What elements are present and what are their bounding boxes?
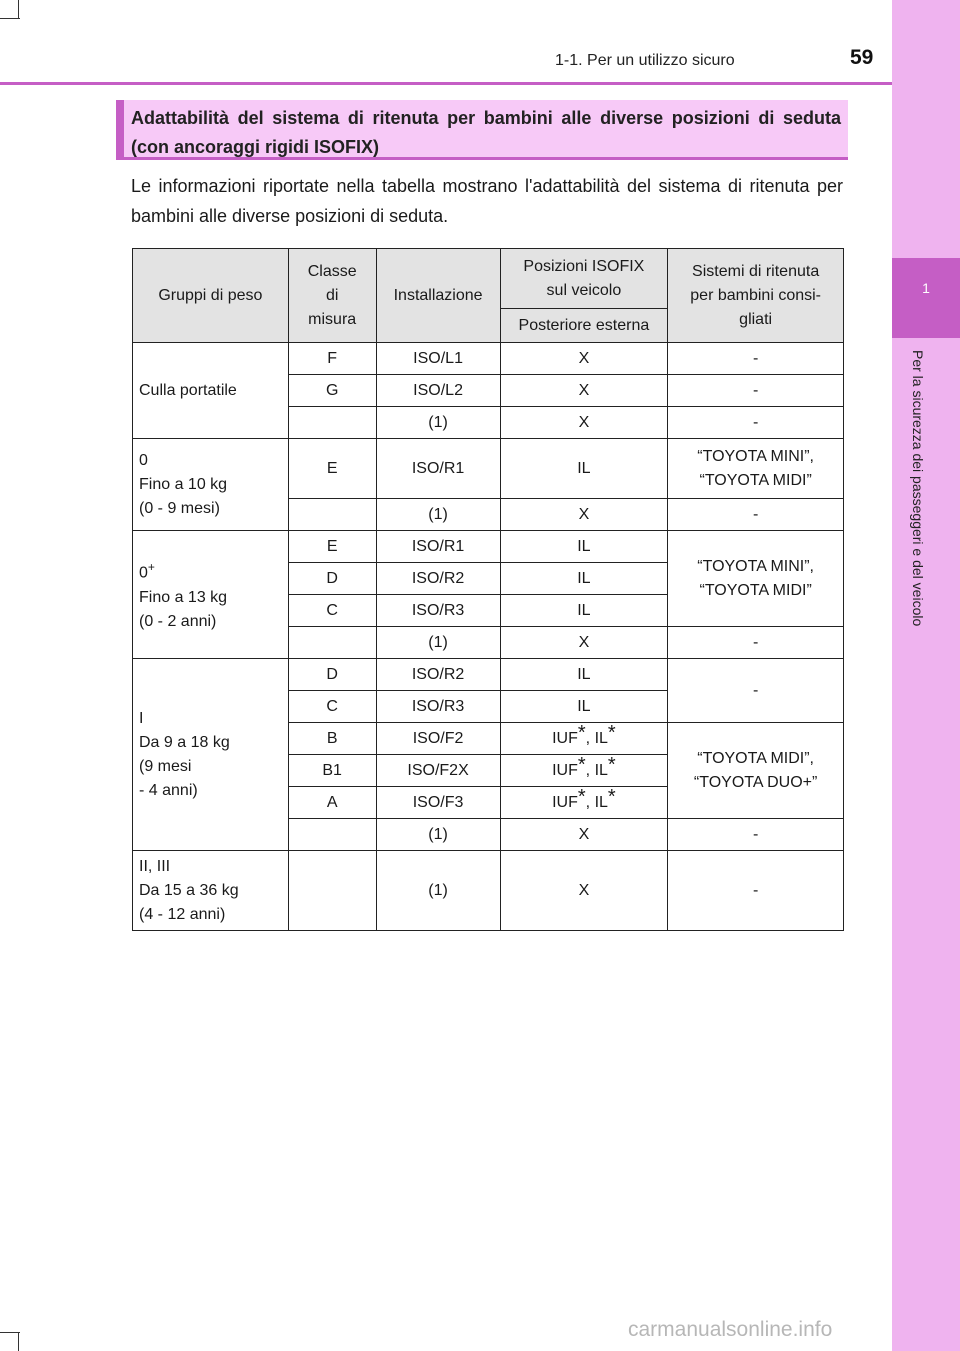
table-row [133, 851, 844, 931]
group-label-superscript: + [147, 560, 155, 575]
position-cell: X [500, 499, 668, 531]
header-rear-outer: Posteriore esterna [500, 309, 668, 343]
installation-cell: ISO/F3 [376, 787, 500, 819]
asterisk-note: * [607, 785, 616, 808]
installation-cell: ISO/R1 [376, 531, 500, 563]
installation-cell: (1) [376, 407, 500, 439]
position-cell: IL [500, 531, 668, 563]
recommended-cell: - [668, 407, 844, 439]
chapter-number: 1 [922, 280, 930, 296]
installation-cell: ISO/R1 [376, 439, 500, 499]
crop-mark [0, 1332, 20, 1333]
recommended-cell: - [668, 375, 844, 407]
size-class-cell [288, 499, 376, 531]
installation-cell: ISO/R3 [376, 595, 500, 627]
recommended-cell: - [668, 851, 844, 931]
position-cell: X [500, 407, 668, 439]
weight-group-cell: 0 Fino a 10 kg (0 - 9 mesi) [133, 439, 289, 531]
installation-cell: ISO/L1 [376, 343, 500, 375]
weight-group-cell: Culla portatile [133, 343, 289, 439]
position-code: IUF [552, 793, 578, 811]
recommended-cell: - [668, 627, 844, 659]
installation-cell: (1) [376, 851, 500, 931]
recommended-cell: “TOYOTA MINI”, “TOYOTA MIDI” [668, 531, 844, 627]
position-cell: X [500, 343, 668, 375]
installation-cell: (1) [376, 499, 500, 531]
header-size-class: Classe di misura [288, 249, 376, 343]
size-class-cell: B1 [288, 755, 376, 787]
size-class-cell: C [288, 595, 376, 627]
installation-cell: ISO/F2X [376, 755, 500, 787]
position-cell [500, 723, 668, 755]
recommended-cell: “TOYOTA MIDI”, “TOYOTA DUO+” [668, 723, 844, 819]
table-row [133, 343, 844, 375]
position-cell: IL [500, 659, 668, 691]
installation-cell: ISO/R2 [376, 659, 500, 691]
header-installation: Installazione [376, 249, 500, 343]
position-code: , IL [585, 793, 608, 811]
size-class-cell: D [288, 659, 376, 691]
crop-mark [18, 0, 19, 18]
table-row [133, 659, 844, 691]
size-class-cell: B [288, 723, 376, 755]
position-cell: X [500, 627, 668, 659]
weight-group-cell: I Da 9 a 18 kg (9 mesi - 4 anni) [133, 659, 289, 851]
header-weight-group: Gruppi di peso [133, 249, 289, 343]
asterisk-note: * [607, 753, 616, 776]
asterisk-note: * [577, 753, 586, 776]
size-class-cell: D [288, 563, 376, 595]
section-title: Adattabilità del sistema di ritenuta per bambini alle diverse posizioni di seduta (con ancoraggi rigidi ISOFIX) [131, 108, 841, 157]
asterisk-note: * [577, 721, 586, 744]
size-class-cell: E [288, 531, 376, 563]
size-class-cell: C [288, 691, 376, 723]
asterisk-note: * [607, 721, 616, 744]
size-class-cell: A [288, 787, 376, 819]
position-cell: IL [500, 691, 668, 723]
position-cell [500, 787, 668, 819]
recommended-cell: - [668, 659, 844, 723]
weight-group-cell [133, 531, 289, 659]
chapter-number-box [892, 258, 960, 338]
size-class-cell: G [288, 375, 376, 407]
header-rule [0, 82, 892, 85]
size-class-cell: E [288, 439, 376, 499]
header-isofix-positions: Posizioni ISOFIX sul veicolo [500, 249, 668, 309]
position-code: IUF [552, 761, 578, 779]
watermark: carmanualsonline.info [628, 1318, 833, 1341]
header-recommended: Sistemi di ritenuta per bambini consi- gliati [668, 249, 844, 343]
size-class-cell [288, 819, 376, 851]
size-class-cell [288, 407, 376, 439]
position-cell: IL [500, 563, 668, 595]
installation-cell: ISO/L2 [376, 375, 500, 407]
installation-cell: (1) [376, 627, 500, 659]
table-row [133, 531, 844, 563]
size-class-cell [288, 627, 376, 659]
chapter-title: Per la sicurezza dei passeggeri e del veicolo [910, 350, 926, 627]
installation-cell: ISO/F2 [376, 723, 500, 755]
page-number: 59 [850, 46, 874, 69]
intro-paragraph: Le informazioni riportate nella tabella mostrano l'adattabilità del sistema di ritenuta per bambini alle diverse posizioni di seduta. [131, 176, 843, 226]
position-cell: IL [500, 595, 668, 627]
asterisk-note: * [577, 785, 586, 808]
table-row [133, 439, 844, 499]
recommended-cell: - [668, 343, 844, 375]
size-class-cell: F [288, 343, 376, 375]
position-code: IUF [552, 729, 578, 747]
group-label-detail: Fino a 13 kg (0 - 2 anni) [139, 588, 228, 630]
position-cell: IL [500, 439, 668, 499]
position-code: , IL [585, 729, 608, 747]
recommended-cell: “TOYOTA MINI”, “TOYOTA MIDI” [668, 439, 844, 499]
position-cell [500, 755, 668, 787]
isofix-table [132, 248, 844, 931]
position-code: , IL [585, 761, 608, 779]
recommended-cell: - [668, 499, 844, 531]
installation-cell: ISO/R2 [376, 563, 500, 595]
position-cell: X [500, 819, 668, 851]
group-label: 0 [139, 564, 148, 582]
position-cell: X [500, 375, 668, 407]
crop-mark [18, 1332, 19, 1351]
installation-cell: ISO/R3 [376, 691, 500, 723]
crop-mark [0, 18, 20, 19]
position-cell: X [500, 851, 668, 931]
header-section-title: 1-1. Per un utilizzo sicuro [555, 52, 735, 69]
weight-group-cell: II, III Da 15 a 36 kg (4 - 12 anni) [133, 851, 289, 931]
size-class-cell [288, 851, 376, 931]
installation-cell: (1) [376, 819, 500, 851]
recommended-cell: - [668, 819, 844, 851]
